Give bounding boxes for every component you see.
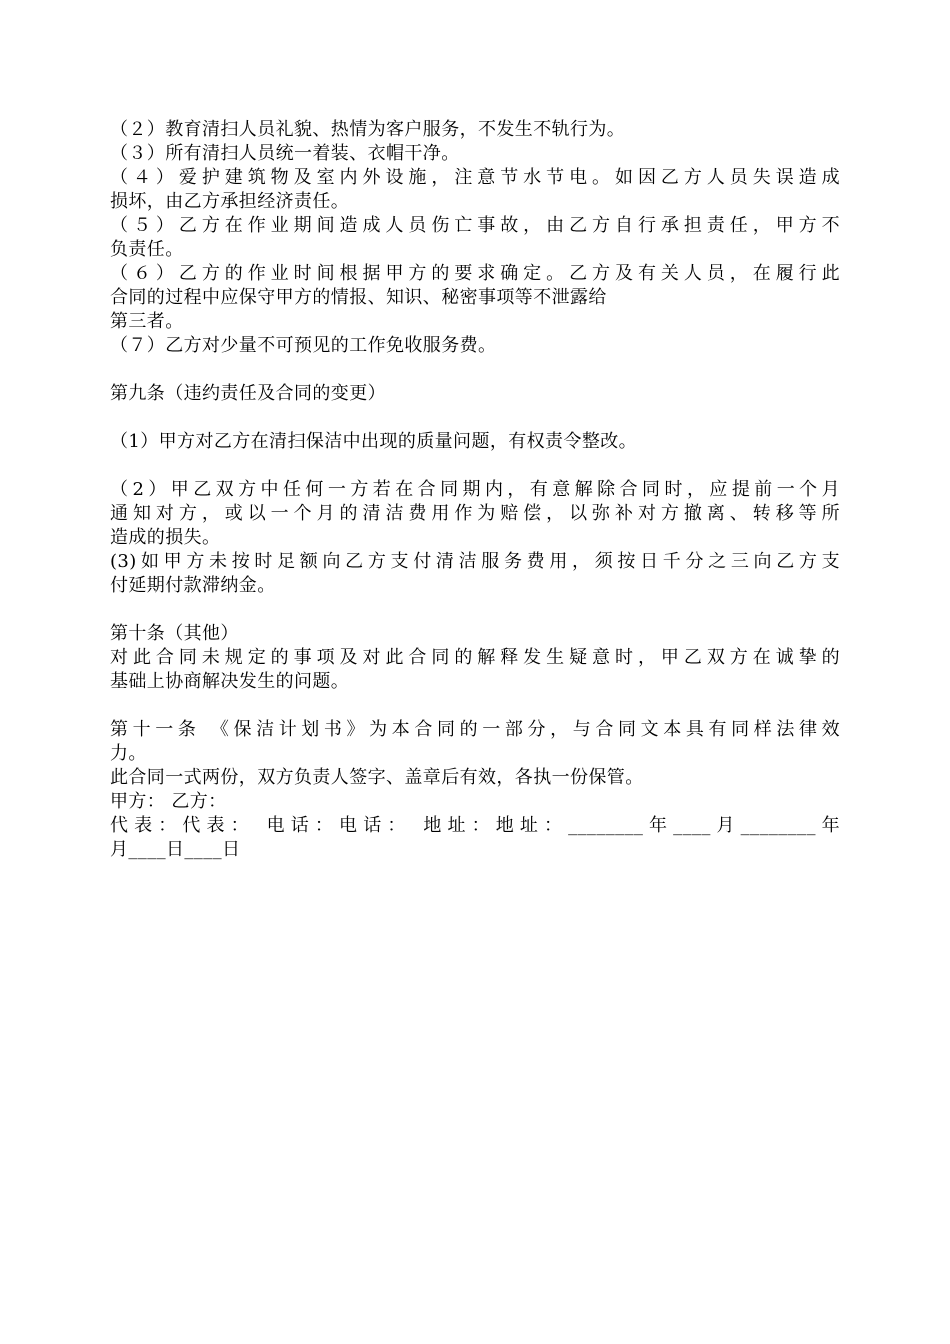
clause-11-line-1: 第十一条 《保洁计划书》为本合同的一部分，与合同文本具有同样法律效 xyxy=(110,719,840,740)
signature-parties: 甲方： 乙方： xyxy=(110,791,227,812)
clause-9-item-1: （1）甲方对乙方在清扫保洁中出现的质量问题，有权责令整改。 xyxy=(110,431,638,452)
clause-8-item-3: （３）所有清扫人员统一着装、衣帽干净。 xyxy=(110,143,460,164)
clause-8-item-5-line-1: （５）乙方在作业期间造成人员伤亡事故，由乙方自行承担责任，甲方不 xyxy=(110,215,840,236)
signature-line-2: 月____日____日 xyxy=(110,839,241,860)
clause-10-line-2: 基础上协商解决发生的问题。 xyxy=(110,671,350,692)
clause-8-item-6-line-2: 合同的过程中应保守甲方的情报、知识、秘密事项等不泄露给 xyxy=(110,287,607,308)
clause-9-item-3-line-2: 付延期付款滞纳金。 xyxy=(110,575,276,596)
clause-11-line-2: 力。 xyxy=(110,743,147,764)
clause-9-item-3-line-1: (3)如甲方未按时足额向乙方支付清洁服务费用，须按日千分之三向乙方支 xyxy=(110,551,840,572)
document-page xyxy=(110,118,842,862)
clause-9-item-2-line-2: 通知对方，或以一个月的清洁费用作为赔偿，以弥补对方撤离、转移等所 xyxy=(110,503,840,524)
clause-8-item-4-line-1: （４）爱护建筑物及室内外设施，注意节水节电。如因乙方人员失误造成 xyxy=(110,167,840,188)
clause-10-heading: 第十条（其他） xyxy=(110,623,239,644)
clause-8-item-5-line-2: 负责任。 xyxy=(110,239,184,260)
clause-9-heading: 第九条（违约责任及合同的变更） xyxy=(110,383,386,404)
clause-8-item-7: （７）乙方对少量不可预见的工作免收服务费。 xyxy=(110,335,497,356)
clause-8-item-4-line-2: 损坏，由乙方承担经济责任。 xyxy=(110,191,350,212)
clause-9-item-2-line-1: （2）甲乙双方中任何一方若在合同期内，有意解除合同时，应提前一个月 xyxy=(110,479,840,500)
clause-8-item-6-line-3: 第三者。 xyxy=(110,311,184,332)
clause-9-item-2-line-3: 造成的损失。 xyxy=(110,527,221,548)
clause-8-item-2: （２）教育清扫人员礼貌、热情为客户服务，不发生不轨行为。 xyxy=(110,119,626,140)
clause-10-line-1: 对此合同未规定的事项及对此合同的解释发生疑意时，甲乙双方在诚挚的 xyxy=(110,647,840,668)
clause-8-item-6-line-1: （６）乙方的作业时间根据甲方的要求确定。乙方及有关人员，在履行此 xyxy=(110,263,840,284)
clause-11-line-3: 此合同一式两份，双方负责人签字、盖章后有效，各执一份保管。 xyxy=(110,767,644,788)
signature-line-1: 代表：代表： 电话：电话： 地址：地址：________年____月________年 xyxy=(110,815,840,836)
